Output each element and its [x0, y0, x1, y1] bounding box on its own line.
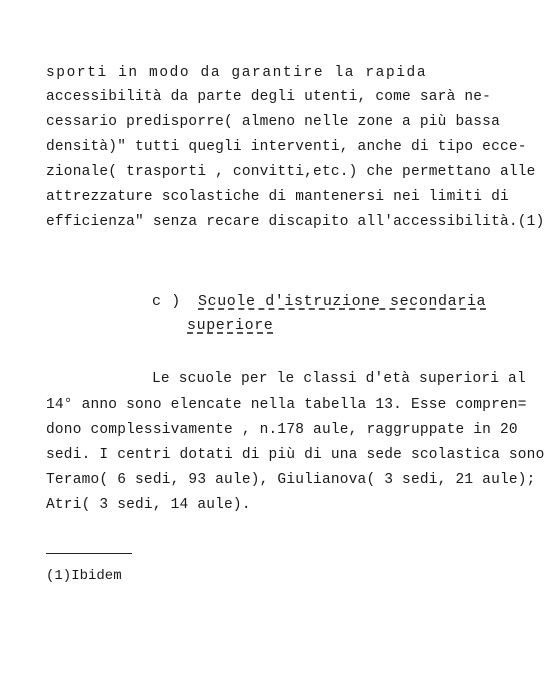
- section-title: Scuole d'istruzione secondaria: [198, 293, 487, 310]
- text-line: 14° anno sono elencate nella tabella 13. Esse compren=: [46, 397, 527, 413]
- text-line: Atri( 3 sedi, 14 aule).: [46, 497, 251, 513]
- text-line: sporti in modo da garantire la rapida: [46, 65, 428, 81]
- text-line: zionale( trasporti , convitti,etc.) che permettano alle: [46, 164, 536, 180]
- text-line: densità)" tutti quegli interventi, anche di tipo ecce-: [46, 139, 527, 155]
- footnote-divider: [46, 553, 132, 554]
- text-line: efficienza" senza recare discapito all'accessibilità.(1): [46, 214, 545, 230]
- section-marker: c ): [152, 293, 181, 310]
- text-line: cessario predisporre( almeno nelle zone a più bassa: [46, 114, 500, 130]
- text-line: dono complessivamente , n.178 aule, raggruppate in 20: [46, 422, 518, 438]
- text-line: sedi. I centri dotati di più di una sede scolastica sono: [46, 447, 545, 463]
- text-line: Le scuole per le classi d'età superiori al: [152, 371, 526, 387]
- text-line: attrezzature scolastiche di mantenersi nei limiti di: [46, 189, 509, 205]
- text-line: Teramo( 6 sedi, 93 aule), Giulianova( 3 sedi, 21 aule);: [46, 472, 536, 488]
- footnote: (1)Ibidem: [46, 568, 122, 584]
- section-title-continuation: superiore: [187, 317, 274, 334]
- text-line: accessibilità da parte degli utenti, come sarà ne-: [46, 89, 492, 105]
